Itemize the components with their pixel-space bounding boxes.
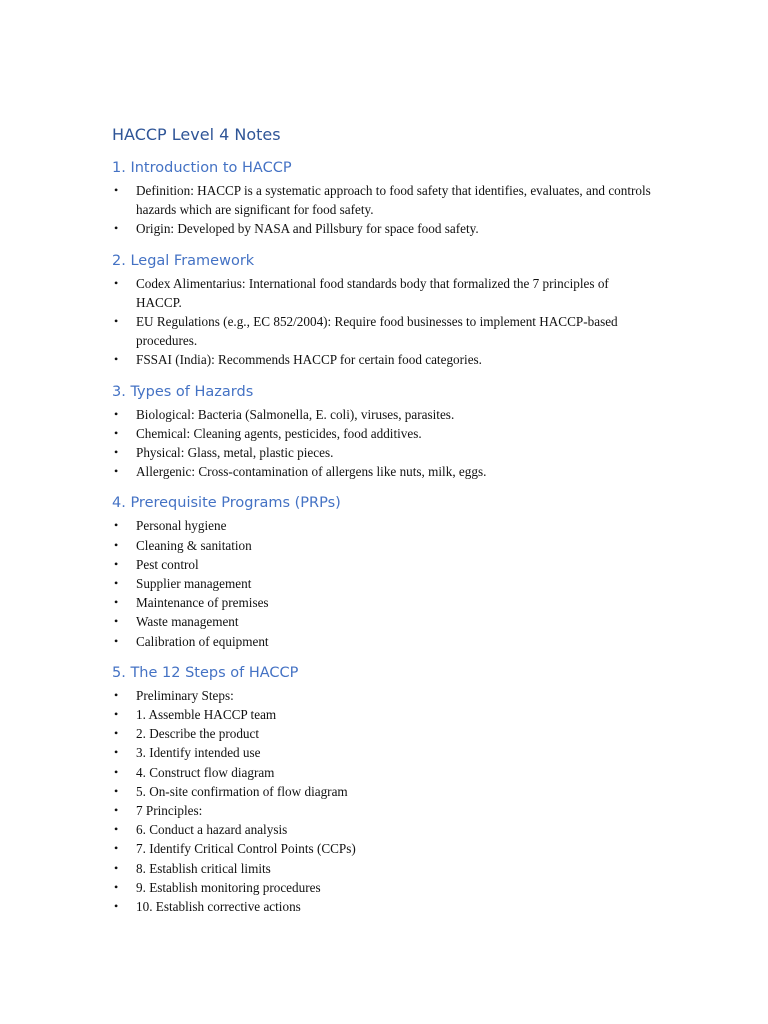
list-item-text: 7 Principles: (136, 803, 203, 819)
list-item (112, 424, 657, 443)
list-item (112, 350, 657, 369)
bullet-icon: • (114, 425, 119, 440)
bullet-icon: • (114, 822, 119, 837)
bullet-icon: • (114, 518, 119, 533)
bullet-icon: • (114, 556, 119, 571)
bullet-icon: • (114, 707, 119, 722)
list-item (112, 763, 657, 782)
list-item-text: 1. Assemble HACCP team (136, 707, 277, 723)
bullet-icon: • (114, 537, 119, 552)
bullet-icon: • (114, 687, 119, 702)
bullet-icon: • (114, 221, 119, 236)
bullet-icon: • (114, 576, 119, 591)
bullet-icon: • (114, 406, 119, 421)
list-item-text: 3. Identify intended use (136, 745, 261, 761)
list-item-text: 5. On-site confirmation of flow diagram (136, 783, 348, 799)
list-item (112, 405, 657, 424)
bullet-icon: • (114, 726, 119, 741)
bullet-icon: • (114, 464, 119, 479)
list-item-text: FSSAI (India): Recommends HACCP for certain food categories. (136, 352, 482, 368)
bullet-icon: • (114, 314, 119, 329)
list-item (112, 443, 657, 462)
list-item (112, 820, 657, 839)
list-item (112, 724, 657, 743)
list-item (112, 878, 657, 897)
list-item (112, 516, 657, 535)
bullet-icon: • (114, 633, 119, 648)
list-item-text: 2. Describe the product (136, 726, 260, 742)
document-page (112, 125, 657, 929)
list-item (112, 743, 657, 762)
list-item (112, 593, 657, 612)
list-item-text: Origin: Developed by NASA and Pillsbury for space food safety. (136, 221, 479, 237)
bullet-list (112, 686, 657, 916)
list-item-text: Cleaning & sanitation (136, 537, 252, 553)
list-item-text: Definition: HACCP is a systematic approach to food safety that identifies, evaluates, and controls hazards which are significant for food safety. (136, 183, 651, 218)
section-legal-framework (112, 252, 657, 370)
bullet-icon: • (114, 803, 119, 818)
bullet-icon: • (114, 783, 119, 798)
section-heading: 1. Introduction to HACCP (112, 160, 292, 176)
list-item-text: Physical: Glass, metal, plastic pieces. (136, 445, 334, 461)
bullet-icon: • (114, 352, 119, 367)
list-item-text: 9. Establish monitoring procedures (136, 879, 321, 895)
list-item-text: 10. Establish corrective actions (136, 899, 301, 915)
bullet-icon: • (114, 879, 119, 894)
list-item (112, 574, 657, 593)
list-item (112, 839, 657, 858)
list-item (112, 274, 657, 312)
list-item-text: Waste management (136, 614, 239, 630)
list-item (112, 705, 657, 724)
list-item-text: Preliminary Steps: (136, 687, 234, 703)
list-item (112, 686, 657, 705)
section-prerequisite-programs (112, 494, 657, 650)
bullet-icon: • (114, 183, 119, 197)
list-item-text: Pest control (136, 556, 199, 572)
list-item-text: Codex Alimentarius: International food standards body that formalized the 7 principles of HACCP. (136, 275, 609, 310)
bullet-icon: • (114, 614, 119, 629)
list-item-text: 4. Construct flow diagram (136, 764, 275, 780)
section-heading: 5. The 12 Steps of HACCP (112, 664, 299, 681)
list-item (112, 312, 657, 350)
list-item (112, 536, 657, 555)
list-item-text: Chemical: Cleaning agents, pesticides, food additives. (136, 425, 422, 441)
list-item (112, 181, 657, 219)
bullet-list (112, 274, 657, 370)
list-item-text: Biological: Bacteria (Salmonella, E. coli), viruses, parasites. (136, 406, 455, 422)
bullet-icon: • (114, 275, 119, 290)
bullet-list (112, 405, 657, 482)
list-item-text: Allergenic: Cross-contamination of allergens like nuts, milk, eggs. (136, 464, 487, 480)
document-title: HACCP Level 4 Notes (112, 125, 281, 144)
list-item-text: 6. Conduct a hazard analysis (136, 822, 288, 838)
bullet-list (112, 516, 657, 650)
list-item (112, 219, 657, 238)
section-heading: 2. Legal Framework (112, 252, 255, 269)
list-item (112, 782, 657, 801)
list-item (112, 897, 657, 916)
list-item-text: Maintenance of premises (136, 595, 269, 611)
section-types-of-hazards (112, 383, 657, 482)
list-item (112, 555, 657, 574)
section-heading: 4. Prerequisite Programs (PRPs) (112, 495, 341, 512)
section-twelve-steps (112, 664, 657, 916)
bullet-icon: • (114, 764, 119, 779)
bullet-icon: • (114, 445, 119, 460)
section-introduction (112, 159, 657, 239)
bullet-icon: • (114, 841, 119, 856)
list-item (112, 859, 657, 878)
list-item-text: Personal hygiene (136, 518, 227, 534)
bullet-icon: • (114, 860, 119, 875)
list-item-text: EU Regulations (e.g., EC 852/2004): Require food businesses to implement HACCP-based procedures. (136, 314, 618, 349)
list-item (112, 632, 657, 651)
bullet-icon: • (114, 595, 119, 610)
bullet-icon: • (114, 899, 119, 914)
bullet-icon: • (114, 745, 119, 760)
list-item-text: Supplier management (136, 576, 252, 592)
list-item (112, 612, 657, 631)
list-item-text: 8. Establish critical limits (136, 860, 271, 876)
bullet-list (112, 181, 657, 239)
list-item (112, 462, 657, 481)
list-item (112, 801, 657, 820)
list-item-text: 7. Identify Critical Control Points (CCPs) (136, 841, 356, 857)
list-item-text: Calibration of equipment (136, 633, 269, 649)
section-heading: 3. Types of Hazards (112, 383, 254, 400)
